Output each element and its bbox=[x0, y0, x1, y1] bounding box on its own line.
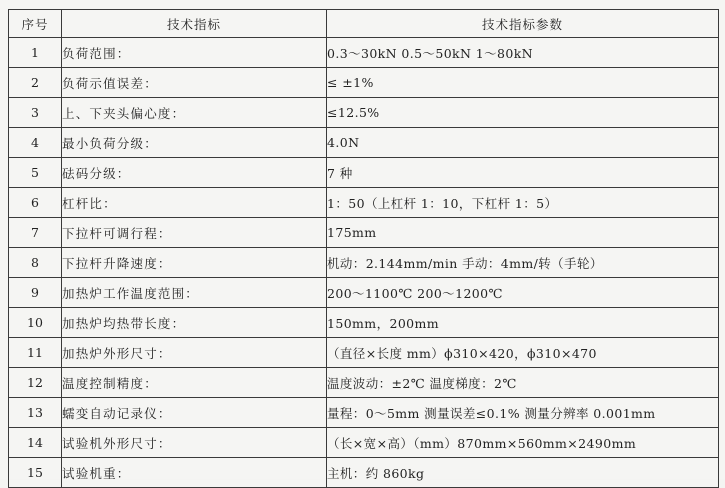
row-param: （长×宽×高）（mm）870mm×560mm×2490mm bbox=[327, 428, 719, 458]
row-indicator: 下拉杆升降速度： bbox=[62, 248, 327, 278]
row-param: 200～1100℃ 200～1200℃ bbox=[327, 278, 719, 308]
table-row bbox=[9, 248, 719, 278]
spec-table bbox=[8, 9, 719, 488]
table-row bbox=[9, 218, 719, 248]
row-indicator: 杠杆比： bbox=[62, 188, 327, 218]
table-row bbox=[9, 368, 719, 398]
table-row bbox=[9, 38, 719, 68]
row-no: 9 bbox=[9, 278, 62, 308]
table-row bbox=[9, 338, 719, 368]
row-indicator: 加热炉外形尺寸： bbox=[62, 338, 327, 368]
row-param: 温度波动：±2℃ 温度梯度：2℃ bbox=[327, 368, 719, 398]
row-no: 6 bbox=[9, 188, 62, 218]
header-indicator: 技术指标 bbox=[62, 10, 327, 38]
row-param: ≤ ±1% bbox=[327, 68, 719, 98]
row-indicator: 砝码分级： bbox=[62, 158, 327, 188]
row-no: 15 bbox=[9, 458, 62, 488]
row-indicator: 加热炉均热带长度： bbox=[62, 308, 327, 338]
row-param: 1：50（上杠杆 1：10，下杠杆 1：5） bbox=[327, 188, 719, 218]
table-row bbox=[9, 398, 719, 428]
table-row bbox=[9, 188, 719, 218]
header-no: 序号 bbox=[9, 10, 62, 38]
table-row bbox=[9, 428, 719, 458]
row-no: 12 bbox=[9, 368, 62, 398]
row-no: 1 bbox=[9, 38, 62, 68]
table-row bbox=[9, 68, 719, 98]
row-param: 机动：2.144mm/min 手动：4mm/转（手轮） bbox=[327, 248, 719, 278]
row-indicator: 温度控制精度： bbox=[62, 368, 327, 398]
row-no: 7 bbox=[9, 218, 62, 248]
row-param: 150mm，200mm bbox=[327, 308, 719, 338]
row-indicator: 负荷示值误差： bbox=[62, 68, 327, 98]
row-indicator: 上、下夹头偏心度： bbox=[62, 98, 327, 128]
table-row bbox=[9, 98, 719, 128]
table-row bbox=[9, 158, 719, 188]
row-no: 5 bbox=[9, 158, 62, 188]
row-param: （直径×长度 mm）ϕ310×420，ϕ310×470 bbox=[327, 338, 719, 368]
row-param: 7 种 bbox=[327, 158, 719, 188]
row-no: 14 bbox=[9, 428, 62, 458]
row-no: 13 bbox=[9, 398, 62, 428]
row-no: 11 bbox=[9, 338, 62, 368]
row-no: 8 bbox=[9, 248, 62, 278]
row-param: 主机：约 860kg bbox=[327, 458, 719, 488]
row-indicator: 试验机重： bbox=[62, 458, 327, 488]
row-no: 3 bbox=[9, 98, 62, 128]
row-param: 175mm bbox=[327, 218, 719, 248]
row-indicator: 加热炉工作温度范围： bbox=[62, 278, 327, 308]
row-no: 4 bbox=[9, 128, 62, 158]
table-row bbox=[9, 458, 719, 488]
table-row bbox=[9, 308, 719, 338]
row-no: 2 bbox=[9, 68, 62, 98]
row-param: 量程：0～5mm 测量误差≤0.1% 测量分辨率 0.001mm bbox=[327, 398, 719, 428]
row-indicator: 负荷范围： bbox=[62, 38, 327, 68]
header-param: 技术指标参数 bbox=[327, 10, 719, 38]
row-no: 10 bbox=[9, 308, 62, 338]
row-indicator: 蠕变自动记录仪： bbox=[62, 398, 327, 428]
row-indicator: 最小负荷分级： bbox=[62, 128, 327, 158]
table-row bbox=[9, 128, 719, 158]
row-param: 4.0N bbox=[327, 128, 719, 158]
table-header-row bbox=[9, 10, 719, 38]
row-indicator: 试验机外形尺寸： bbox=[62, 428, 327, 458]
table-row bbox=[9, 278, 719, 308]
row-indicator: 下拉杆可调行程： bbox=[62, 218, 327, 248]
row-param: 0.3～30kN 0.5～50kN 1～80kN bbox=[327, 38, 719, 68]
row-param: ≤12.5% bbox=[327, 98, 719, 128]
